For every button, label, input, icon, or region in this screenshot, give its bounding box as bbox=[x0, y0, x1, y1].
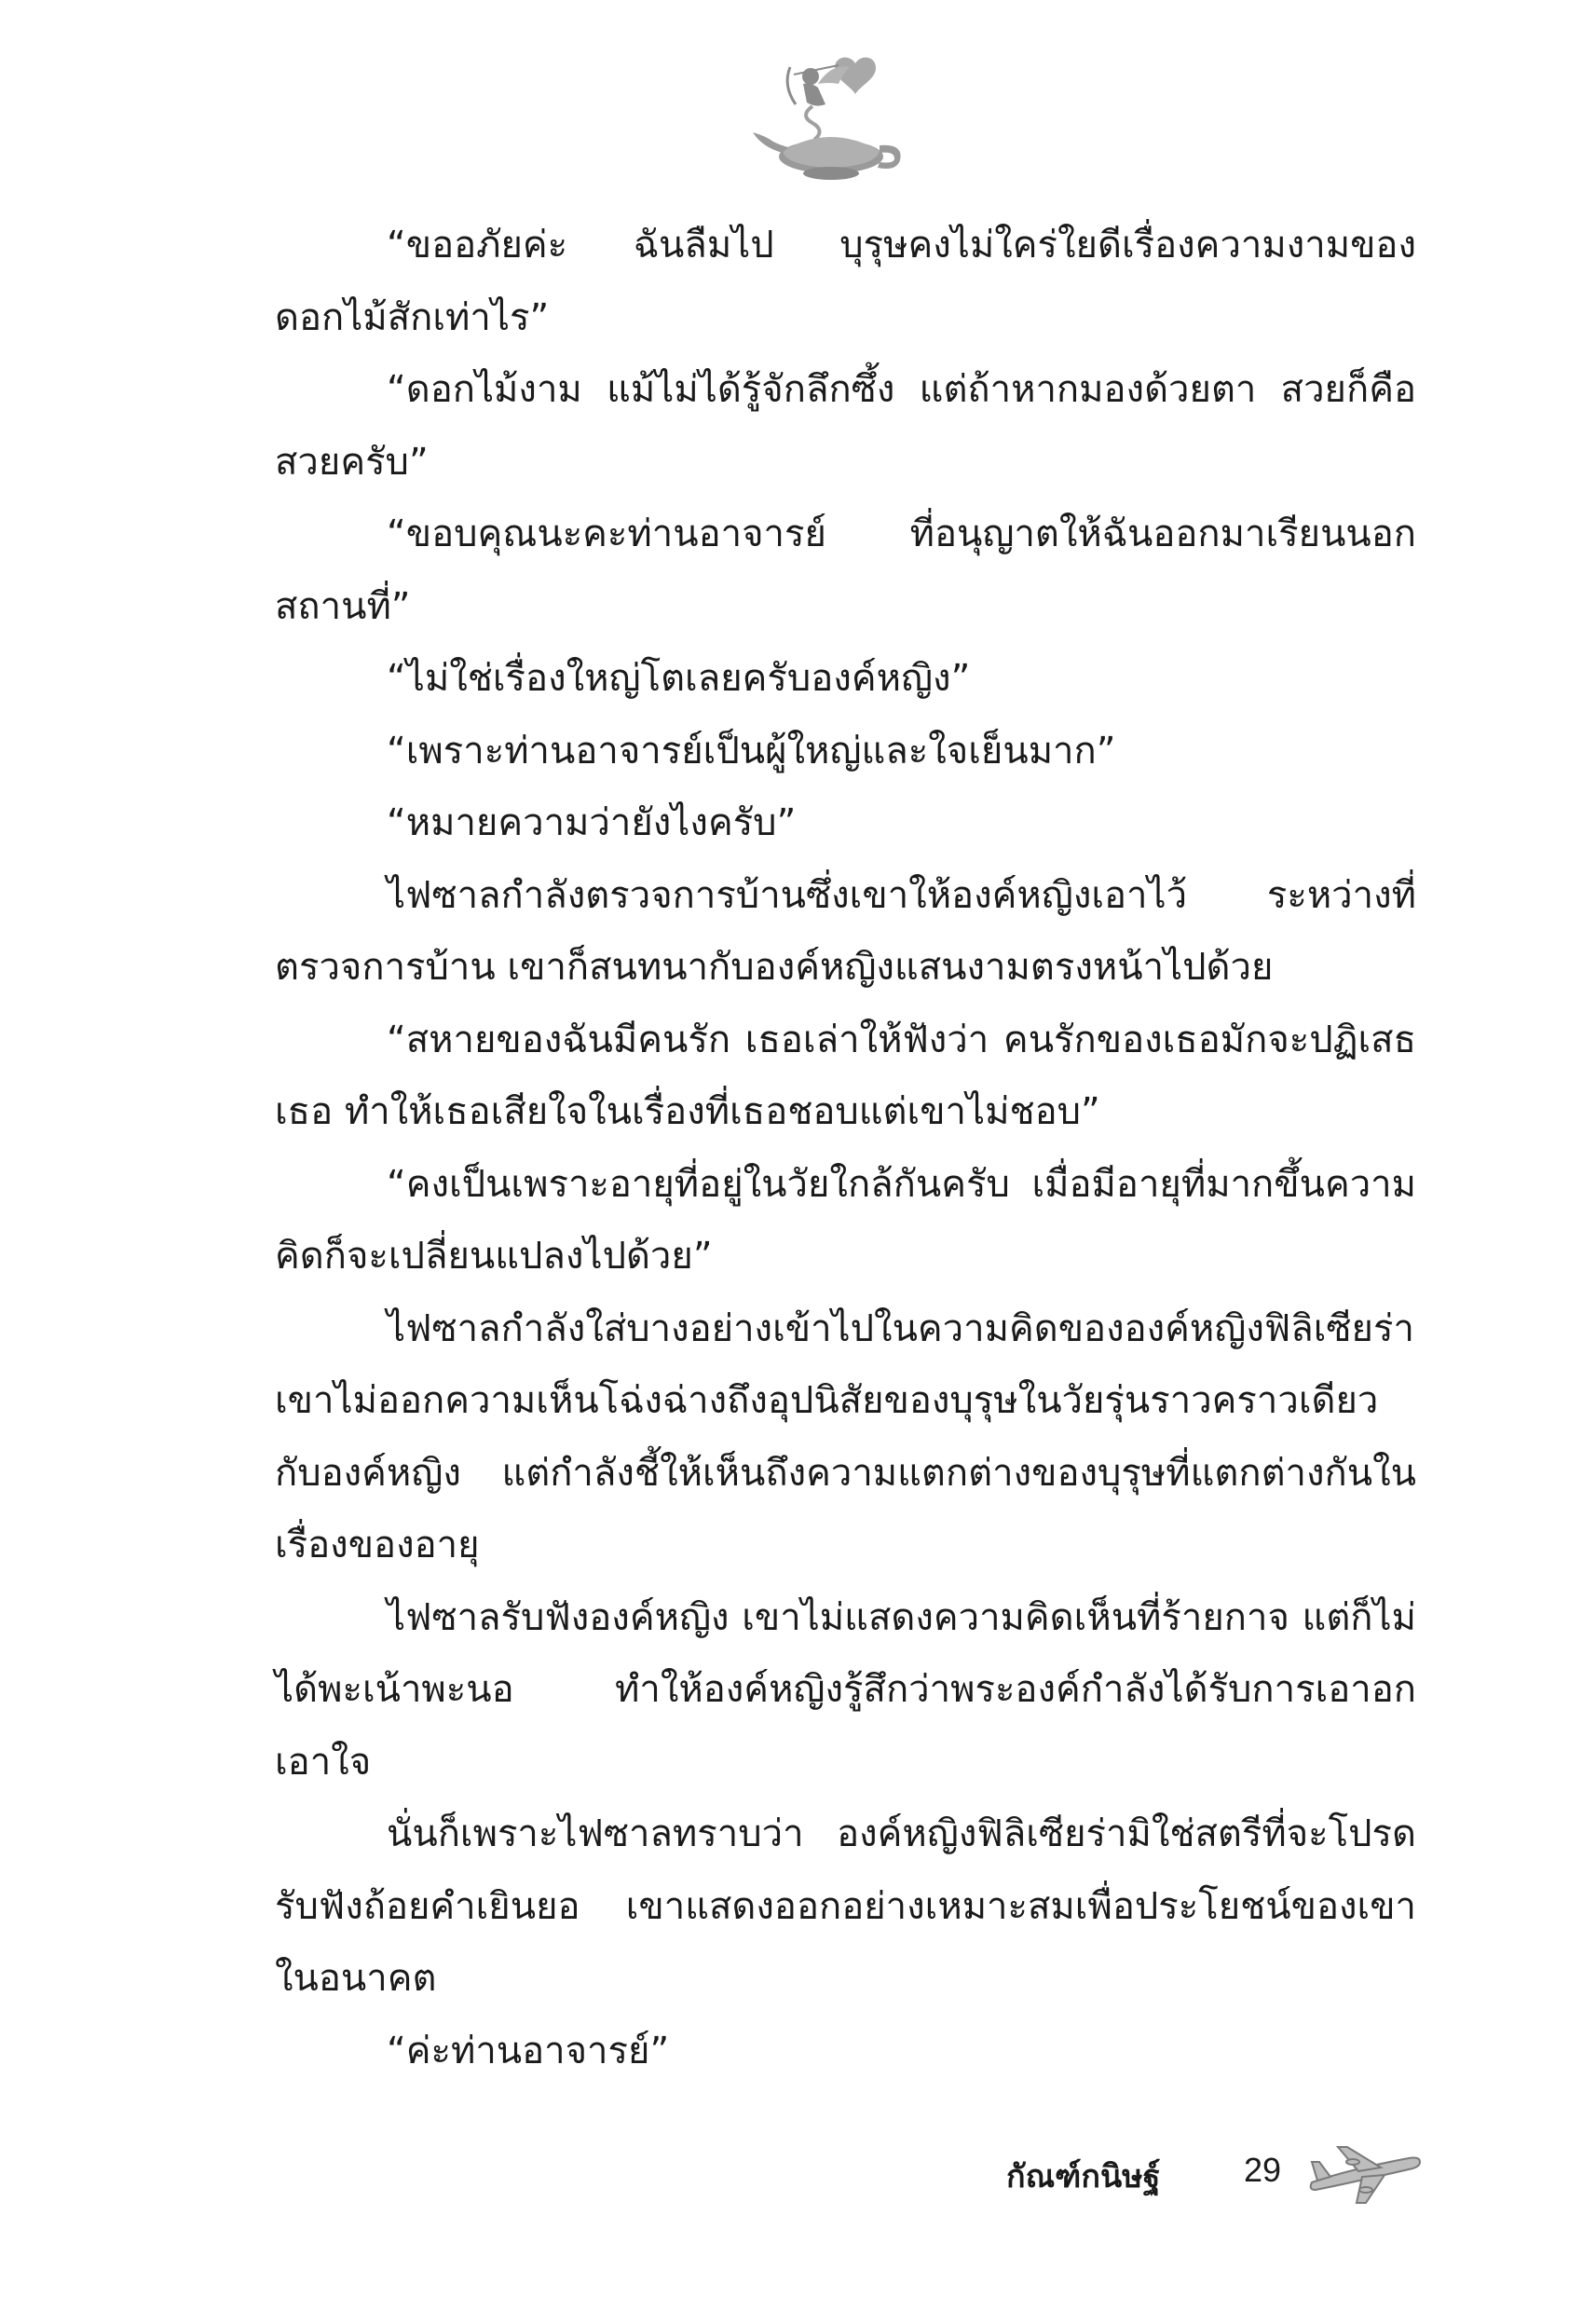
paragraph: ไฟซาลกำลังตรวจการบ้านซึ่งเขาให้องค์หญิงเอาไว้ ระหว่างที่ตรวจการบ้าน เขาก็สนทนากับองค์หญิงแสนงามตรงหน้าไปด้วย bbox=[275, 873, 1416, 989]
paragraph: “เพราะท่านอาจารย์เป็นผู้ใหญ่และใจเย็นมาก” bbox=[387, 729, 1116, 773]
text-body bbox=[275, 210, 1416, 2087]
paragraph: “ขอบคุณนะคะท่านอาจารย์ ที่อนุญาตให้ฉันออกมาเรียนนอกสถานที่” bbox=[275, 513, 1416, 628]
book-title: กัณฑ์กนิษฐ์ bbox=[1006, 2158, 1161, 2195]
paragraph: ไฟซาลกำลังใส่บางอย่างเข้าไปในความคิดขององค์หญิงฟิลิเซียร่าเขาไม่ออกความเห็นโฉ่งฉ่างถึงอุปนิสัยของบุรุษในวัยรุ่นราวคราวเดียวกับองค์หญิง แต่กำลังชี้ให้เห็นถึงความแตกต่างของบุรุษที่แตกต่างกันในเรื่องของอายุ bbox=[275, 1306, 1416, 1566]
paragraph: “ค่ะท่านอาจารย์” bbox=[387, 2029, 670, 2072]
cupid-teapot-icon bbox=[745, 47, 913, 186]
paragraph: “ขออภัยค่ะ ฉันลืมไป บุรุษคงไม่ใคร่ใยดีเรื่องความงามของดอกไม้สักเท่าไร” bbox=[275, 224, 1416, 339]
airplane-icon bbox=[1304, 2134, 1425, 2208]
page-footer bbox=[1006, 2134, 1435, 2218]
paragraph: นั่นก็เพราะไฟซาลทราบว่า องค์หญิงฟิลิเซียร่ามิใช่สตรีที่จะโปรดรับฟังถ้อยคำเยินยอ เขาแสดงออกอย่างเหมาะสมเพื่อประโยชน์ของเขาในอนาคต bbox=[275, 1812, 1416, 2000]
paragraph: “คงเป็นเพราะอายุที่อยู่ในวัยใกล้กันครับ เมื่อมีอายุที่มากขึ้นความคิดก็จะเปลี่ยนแปลงไปด้วย” bbox=[275, 1162, 1416, 1278]
paragraph: “สหายของฉันมีคนรัก เธอเล่าให้ฟังว่า คนรักของเธอมักจะปฏิเสธเธอ ทำให้เธอเสียใจในเรื่องที่เธอชอบแต่เขาไม่ชอบ” bbox=[275, 1018, 1416, 1133]
page-number: 29 bbox=[1244, 2151, 1282, 2189]
paragraph: ไฟซาลรับฟังองค์หญิง เขาไม่แสดงความคิดเห็นที่ร้ายกาจ แต่ก็ไม่ได้พะเน้าพะนอ ทำให้องค์หญิงรู้สึกว่าพระองค์กำลังได้รับการเอาอกเอาใจ bbox=[275, 1595, 1416, 1784]
paragraph: “ไม่ใช่เรื่องใหญ่โตเลยครับองค์หญิง” bbox=[387, 657, 971, 700]
paragraph: “ดอกไม้งาม แม้ไม่ได้รู้จักลึกซึ้ง แต่ถ้าหากมองด้วยตา สวยก็คือสวยครับ” bbox=[275, 368, 1416, 484]
paragraph: “หมายความว่ายังไงครับ” bbox=[387, 801, 797, 844]
